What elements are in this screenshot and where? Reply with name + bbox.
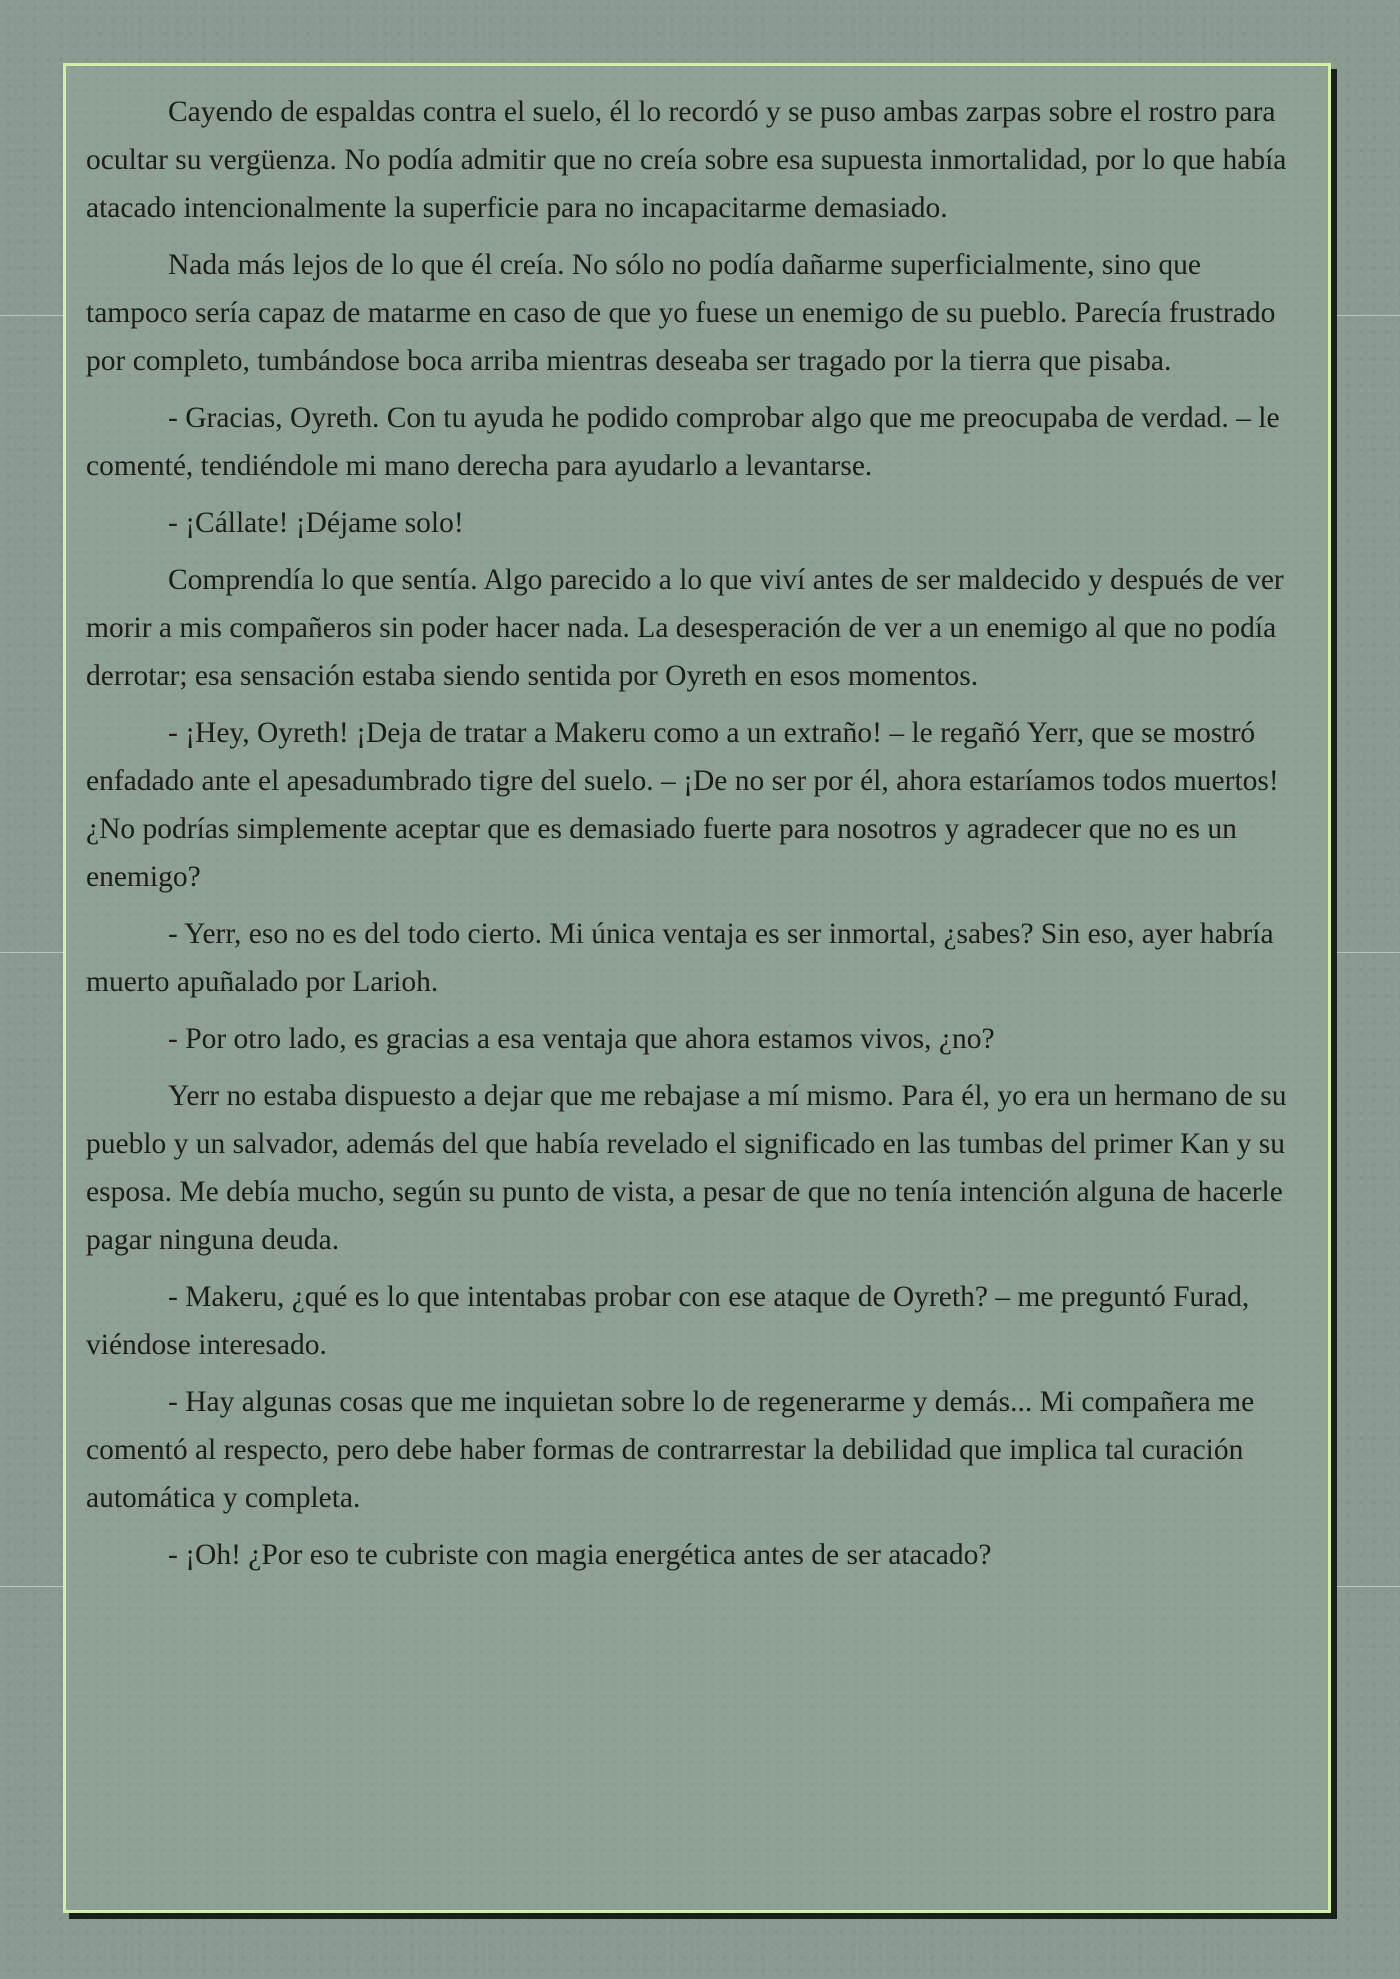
page-frame	[63, 63, 1331, 1913]
paragraph: Comprendía lo que sentía. Algo parecido a lo que viví antes de ser maldecido y después de ver morir a mis compañeros sin poder hacer nada. La desesperación de ver a un enemigo al que no podía derrotar; esa sensación estaba siendo sentida por Oyreth en esos momentos.	[86, 564, 1284, 692]
paragraph: Nada más lejos de lo que él creía. No sólo no podía dañarme superficialmente, sino que tampoco sería capaz de matarme en caso de que yo fuese un enemigo de su pueblo. Parecía frustrado por completo, tumbándose boca arriba mientras deseaba ser tragado por la tierra que pisaba.	[86, 249, 1276, 377]
paragraph: - Hay algunas cosas que me inquietan sobre lo de regenerarme y demás... Mi compañera me comentó al respecto, pero debe haber formas de contrarrestar la debilidad que implica tal curación automática y completa.	[86, 1386, 1255, 1514]
paragraph: - Gracias, Oyreth. Con tu ayuda he podido comprobar algo que me preocupaba de verdad. – le comenté, tendiéndole mi mano derecha para ayudarlo a levantarse.	[86, 402, 1280, 482]
paragraph: - ¡Hey, Oyreth! ¡Deja de tratar a Makeru como a un extraño! – le regañó Yerr, que se mostró enfadado ante el apesadumbrado tigre del suelo. – ¡De no ser por él, ahora estaríamos todos muertos! ¿No podrías simplemente aceptar que es demasiado fuerte para nosotros y agradecer que no es un enemigo?	[86, 717, 1279, 893]
paragraph: - Yerr, eso no es del todo cierto. Mi única ventaja es ser inmortal, ¿sabes? Sin eso, ayer habría muerto apuñalado por Larioh.	[86, 918, 1274, 998]
paragraph: Yerr no estaba dispuesto a dejar que me rebajase a mí mismo. Para él, yo era un hermano de su pueblo y un salvador, además del que había revelado el significado en las tumbas del primer Kan y su esposa. Me debía mucho, según su punto de vista, a pesar de que no tenía intención alguna de hacerle pagar ninguna deuda.	[86, 1080, 1287, 1256]
paragraph: - Makeru, ¿qué es lo que intentabas probar con ese ataque de Oyreth? – me preguntó Furad, viéndose interesado.	[86, 1281, 1250, 1361]
paragraph: - ¡Oh! ¿Por eso te cubriste con magia energética antes de ser atacado?	[168, 1539, 992, 1571]
paragraph: - Por otro lado, es gracias a esa ventaja que ahora estamos vivos, ¿no?	[168, 1023, 995, 1055]
paragraph: Cayendo de espaldas contra el suelo, él lo recordó y se puso ambas zarpas sobre el rostro para ocultar su vergüenza. No podía admitir que no creía sobre esa supuesta inmortalidad, por lo que había atacado intencionalmente la superficie para no incapacitarme demasiado.	[86, 96, 1287, 224]
paragraph: - ¡Cállate! ¡Déjame solo!	[168, 507, 464, 539]
